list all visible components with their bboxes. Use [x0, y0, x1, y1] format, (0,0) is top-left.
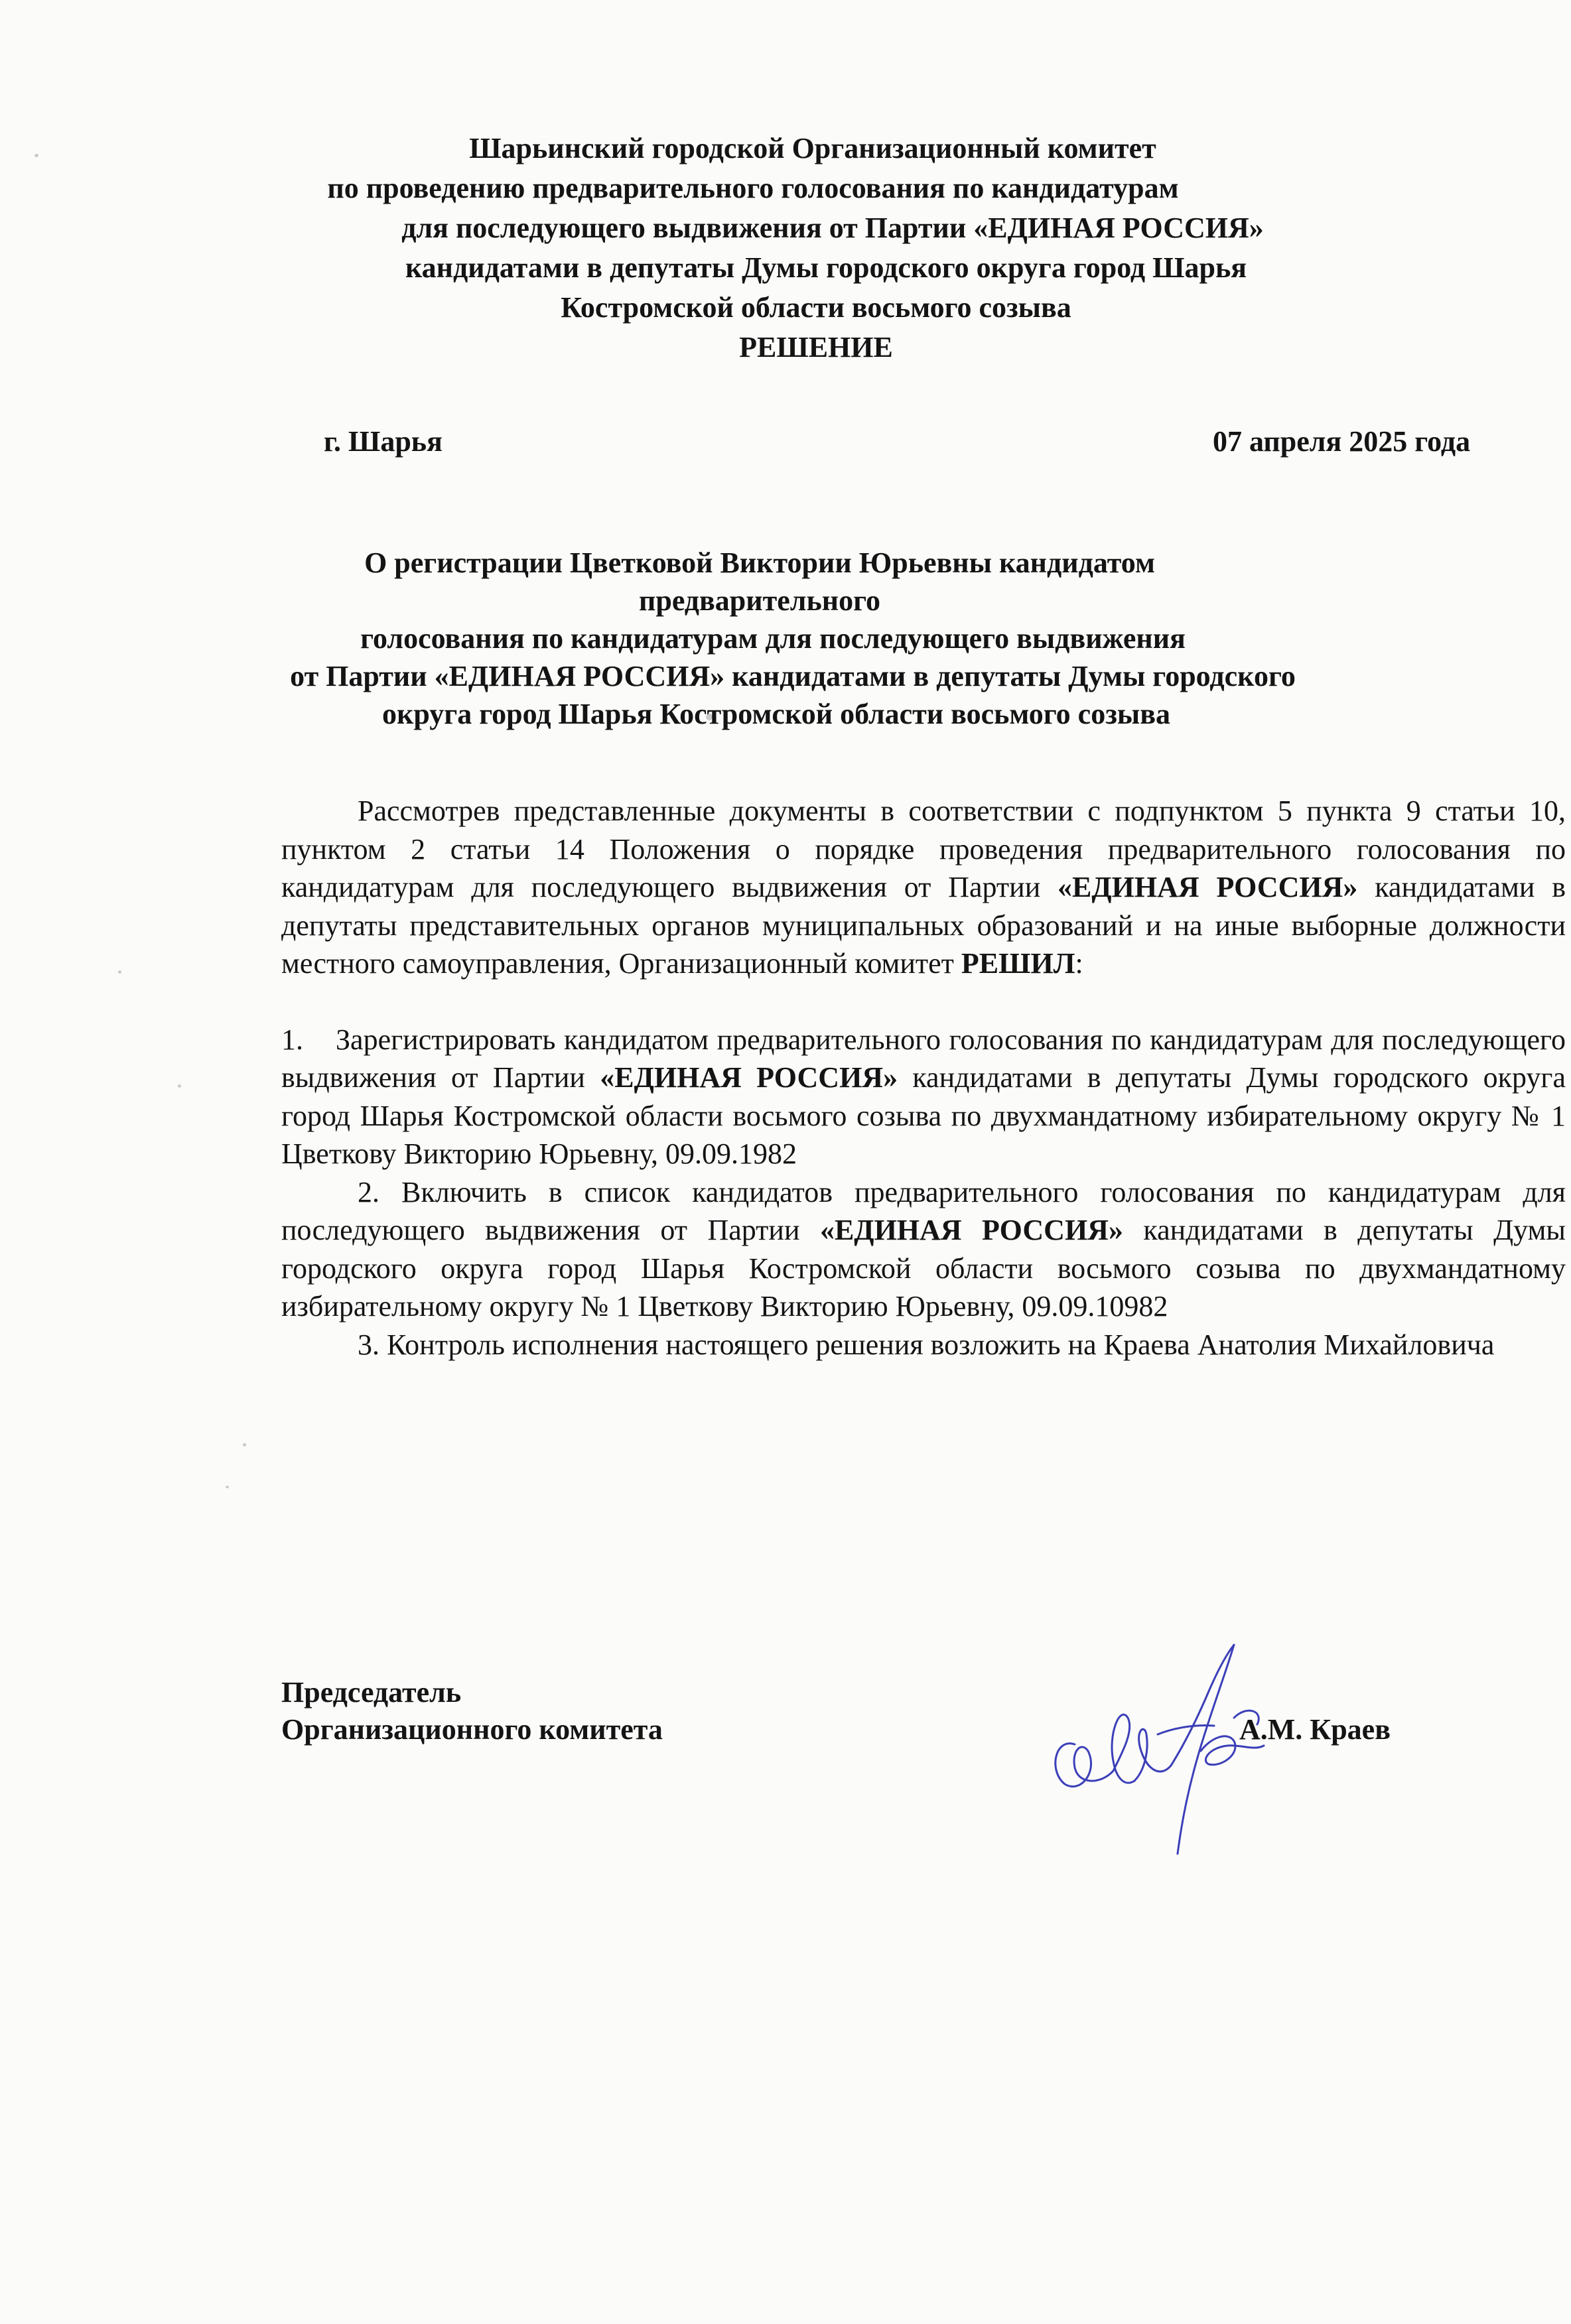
scan-speck [118, 970, 121, 974]
place-label: г. Шарья [324, 425, 443, 458]
decision-item-1 [281, 1021, 1566, 1173]
scan-speck [178, 1084, 181, 1088]
preamble-text: Рассмотрев представленные документы в соответствии с подпунктом 5 пункта 9 статьи 10, пунктом 2 статьи 14 Положения о порядке проведения предварительного голосования по кандидатурам для последующего выдвижения от Партии [281, 795, 1566, 903]
preamble-colon: : [1075, 947, 1083, 980]
item-number: 3. [358, 1328, 379, 1361]
subject-line: от Партии «ЕДИНАЯ РОССИЯ» кандидатами в депутаты Думы городского [290, 660, 1296, 692]
signatory-title-line: Организационного комитета [281, 1713, 663, 1746]
preamble-paragraph [281, 792, 1566, 983]
decision-body [281, 792, 1566, 1364]
header-line: по проведению предварительного голосования по кандидатурам [327, 172, 1179, 204]
scan-speck [243, 1443, 246, 1447]
signatory-title [281, 1674, 663, 1748]
subject-line: голосования по кандидатурам для последующего выдвижения [360, 622, 1186, 655]
handwritten-signature [1035, 1618, 1314, 1897]
party-name: «ЕДИНАЯ РОССИЯ» [600, 1061, 898, 1094]
scan-speck [226, 1486, 229, 1488]
item-number: 2. [358, 1175, 379, 1208]
item-text: кандидатами в депутаты Думы городского округа город Шарья Костромской области восьмого созыва по двухмандатному избирательному округу № 1 Цветкову Викторию Юрьевну, 09.09.1982 [281, 1061, 1566, 1170]
organizer-header [318, 129, 1333, 367]
header-line: Шарьинский городской Организационный комитет [469, 132, 1156, 164]
decision-subject [285, 544, 1327, 733]
header-line: Костромской области восьмого созыва [561, 291, 1071, 324]
item-text: Зарегистрировать кандидатом предварительного голосования по кандидатурам для последующего выдвижения от Партии [281, 1023, 1566, 1094]
decision-item-2 [281, 1173, 1566, 1326]
subject-line: округа город Шарья Костромской области восьмого созыва [381, 698, 1171, 730]
decision-item-3 [281, 1326, 1566, 1364]
preamble-text: кандидатами в депутаты представительных органов муниципальных образований и на иные выборные должности местного самоуправления, Организационный комитет [281, 871, 1566, 980]
item-number: 1. [281, 1023, 303, 1056]
signatory-name: А.М. Краев [1239, 1713, 1391, 1746]
decided-word: РЕШИЛ [961, 947, 1075, 980]
party-name: «ЕДИНАЯ РОССИЯ» [1058, 871, 1358, 903]
date-label: 07 апреля 2025 года [1213, 425, 1471, 458]
header-line: для последующего выдвижения от Партии «ЕДИНАЯ РОССИЯ» [401, 212, 1264, 244]
party-name: «ЕДИНАЯ РОССИЯ» [819, 1214, 1123, 1246]
signatory-title-line: Председатель [281, 1676, 462, 1709]
scan-speck [34, 154, 38, 157]
item-text: кандидатами в депутаты Думы городского округа город Шарья Костромской области восьмого созыва по двухмандатному избирательному округу № 1 Цветкову Викторию Юрьевну, 09.09.10982 [281, 1214, 1566, 1323]
subject-line: О регистрации Цветковой Виктории Юрьевны кандидатом [364, 547, 1155, 579]
document-type-title: РЕШЕНИЕ [739, 331, 893, 363]
item-text: Включить в список кандидатов предварительного голосования по кандидатурам для последующего выдвижения от Партии [281, 1175, 1566, 1246]
header-line: кандидатами в депутаты Думы городского округа город Шарья [405, 251, 1247, 284]
item-text: Контроль исполнения настоящего решения возложить на Краева Анатолия Михайловича [387, 1328, 1495, 1361]
paragraph-gap [281, 983, 1566, 1021]
subject-line: предварительного [639, 584, 880, 617]
